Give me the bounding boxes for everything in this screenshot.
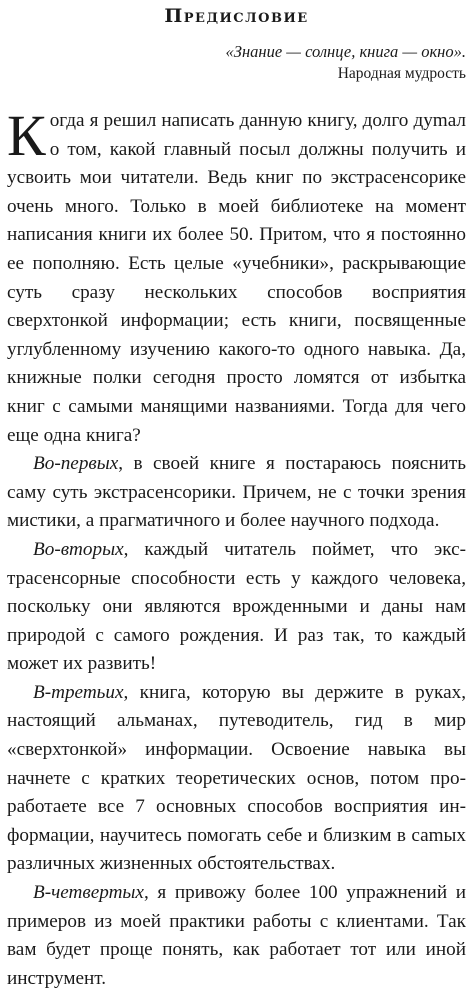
epigraph: [7, 41, 466, 85]
paragraph-4-text: , книга, которую вы держите в руках, настоящий альманах, путеводитель, гид в мир «сверхтонкой» информации. Освоение навыка вы начнете с кратких теоретических основ, потом проработаете все 7 основных способов восприятия информации, научитесь помогать себе и близким в саmых различных жизненных обстоятельствах.: [7, 681, 466, 875]
paragraph-2-lead: Во-первых: [33, 453, 119, 475]
paragraph-3-lead: Во-вторых: [33, 538, 124, 560]
drop-cap: К: [7, 103, 46, 168]
page-title: Предисловие: [164, 5, 309, 27]
paragraph-1-text: огда я решил написать данную книгу, долго дуmал о том, какой главный посыл должны получить и усвоить мои читатели. Ведь книг по экстрасенсорике очень много. Только в моей библиотеке на момент написания книги их более 50. Притом, что я постоянно ее пополняю. Есть целые «учебники», раскрывающие суть сразу нескольких способов восприятия сверхтонкой информации; есть книги, посвященные углубленному изучению какого-то одного навыка. Да, книжные полки сегодня просто ломятся от избытка книг с самыми манящими названиями. Тогда для чего еще одна книга?: [7, 110, 466, 446]
body-text: [7, 103, 466, 993]
paragraph-3-text: , каждый читатель поймет, что экстрасенсорные способности есть у каждого человека, поскольку они являются врожденными и даны нам природой с самого рождения. И раз так, то каждый может их развить!: [7, 538, 466, 675]
paragraph-5: [7, 879, 466, 993]
paragraph-5-lead: В-четвертых: [33, 882, 144, 904]
paragraph-2-text: , в своей книге я постараюсь пояснить саму суть экстрасенсорики. Причем, не с точки зрения мистики, а прагматичного и более научного подхода.: [7, 453, 466, 532]
paragraph-4-lead: В-третьих: [33, 681, 124, 703]
epigraph-source: Народная мудрость: [337, 65, 466, 82]
epigraph-quote: «Знание — солнце, книга — окно».: [225, 42, 466, 61]
paragraph-4: [7, 679, 466, 879]
paragraph-5-text: , я привожу более 100 упражнений и примеров из моей практики работы с клиентами. Так вам будет проще понять, как работает тот или иной инструмент.: [7, 882, 466, 989]
paragraph-1: [7, 103, 466, 450]
paragraph-3: [7, 536, 466, 679]
paragraph-2: [7, 450, 466, 536]
